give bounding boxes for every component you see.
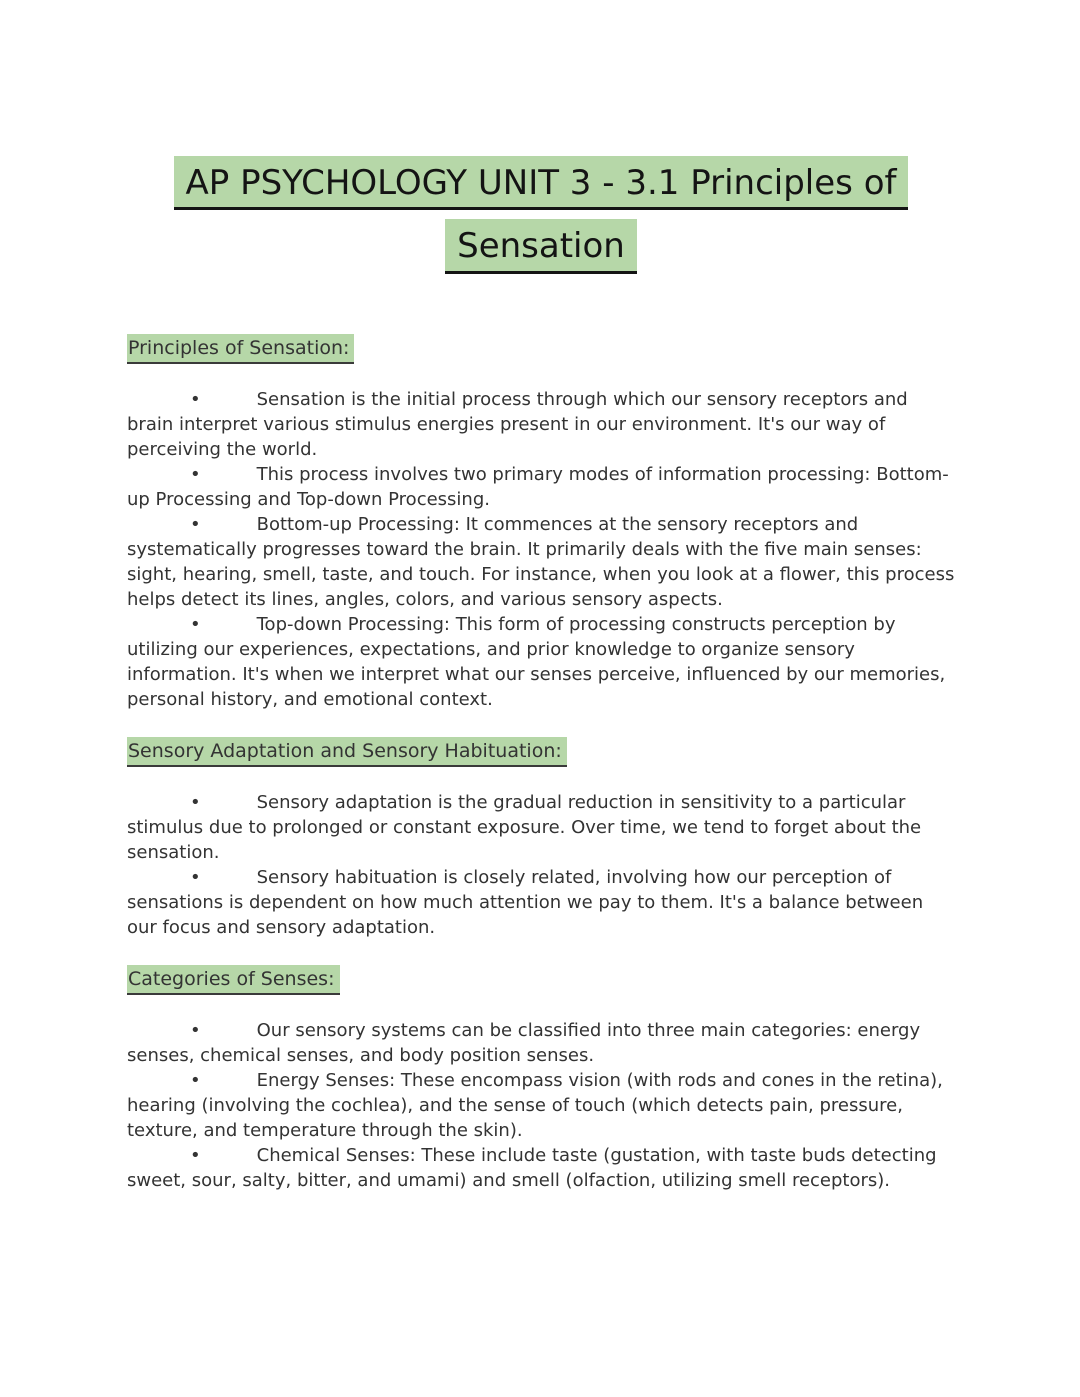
section-heading-highlight: Principles of Sensation:: [127, 334, 354, 364]
bullet-glyph: •: [190, 463, 201, 485]
section-heading-highlight: Categories of Senses:: [127, 965, 340, 995]
title-line: [127, 219, 955, 273]
bullet-text: Our sensory systems can be classified into three main categories: energy senses, chemical senses, and body position senses.: [127, 1019, 921, 1066]
bullet-item: [127, 1018, 955, 1068]
bullet-text: Sensation is the initial process through which our sensory receptors and brain interpret various stimulus energies present in our environment. It's our way of perceiving the world.: [127, 388, 908, 460]
bullet-glyph: •: [190, 513, 201, 535]
bullet-text: Sensory habituation is closely related, involving how our perception of sensations is dependent on how much attention we pay to them. It's a balance between our focus and sensory adaptation.: [127, 866, 924, 938]
bullet-glyph: •: [190, 791, 201, 813]
section-sensory-adaptation-and-habituation: [127, 737, 955, 940]
bullet-text: Top-down Processing: This form of processing constructs perception by utilizing our experiences, expectations, and prior knowledge to organize sensory information. It's when we interpret what our senses perceive, influenced by our memories, personal history, and emotional context.: [127, 613, 946, 710]
title-line-1-highlight: AP PSYCHOLOGY UNIT 3 - 3.1 Principles of: [174, 156, 909, 210]
section-categories-of-senses: [127, 965, 955, 1193]
title-line: [127, 156, 955, 210]
section-heading-highlight: Sensory Adaptation and Sensory Habituation:: [127, 737, 567, 767]
bullet-text: Bottom-up Processing: It commences at the sensory receptors and systematically progresses toward the brain. It primarily deals with the five main senses: sight, hearing, smell, taste, and touch. For instance, when you look at a flower, this process helps detect its lines, angles, colors, and various sensory aspects.: [127, 513, 955, 610]
section-principles-of-sensation: [127, 334, 955, 712]
section-heading: [127, 965, 955, 995]
title-line-2-highlight: Sensation: [445, 219, 637, 273]
bullet-item: [127, 865, 955, 940]
bullet-item: [127, 512, 955, 612]
bullet-item: [127, 462, 955, 512]
document-title: [127, 156, 955, 274]
bullet-item: [127, 1143, 955, 1193]
bullet-item: [127, 1068, 955, 1143]
bullet-text: Energy Senses: These encompass vision (with rods and cones in the retina), hearing (involving the cochlea), and the sense of touch (which detects pain, pressure, texture, and temperature through the skin).: [127, 1069, 943, 1141]
section-heading: [127, 334, 955, 364]
bullet-item: [127, 790, 955, 865]
bullet-item: [127, 612, 955, 712]
bullet-item: [127, 387, 955, 462]
bullet-text: This process involves two primary modes of information processing: Bottom-up Processing and Top-down Processing.: [127, 463, 949, 510]
bullet-glyph: •: [190, 613, 201, 635]
bullet-text: Sensory adaptation is the gradual reduction in sensitivity to a particular stimulus due to prolonged or constant exposure. Over time, we tend to forget about the sensation.: [127, 791, 922, 863]
bullet-glyph: •: [190, 1019, 201, 1041]
bullet-glyph: •: [190, 866, 201, 888]
bullet-glyph: •: [190, 388, 201, 410]
bullet-glyph: •: [190, 1069, 201, 1091]
bullet-text: Chemical Senses: These include taste (gustation, with taste buds detecting sweet, sour, salty, bitter, and umami) and smell (olfaction, utilizing smell receptors).: [127, 1144, 937, 1191]
section-heading: [127, 737, 955, 767]
bullet-glyph: •: [190, 1144, 201, 1166]
